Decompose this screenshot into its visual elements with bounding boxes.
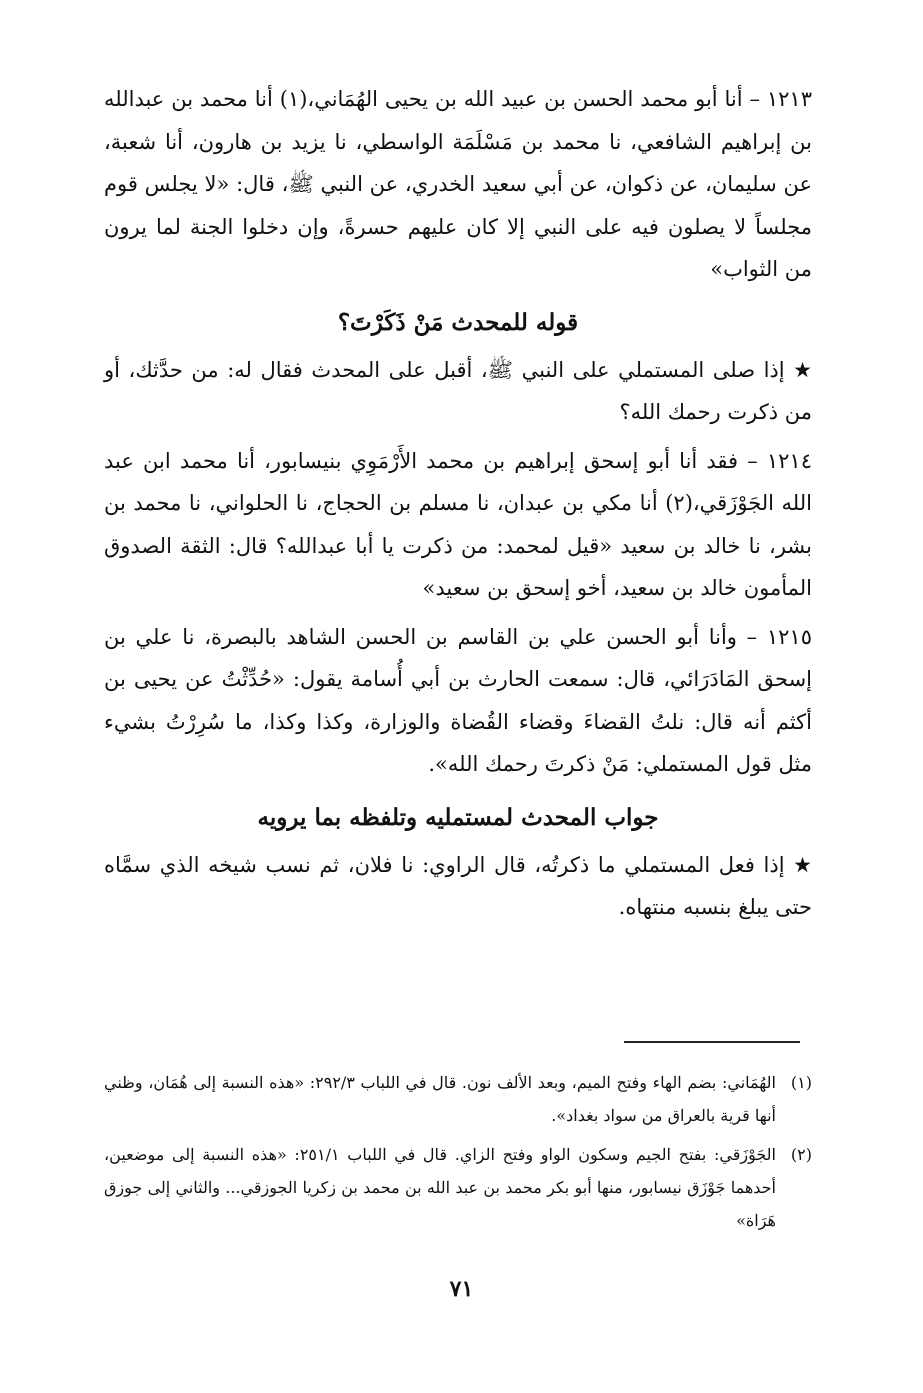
footnotes — [104, 1066, 812, 1243]
section-heading-1: قوله للمحدث مَنْ ذَكَرْتَ؟ — [337, 308, 579, 336]
paragraph-1214: ١٢١٤ – فقد أنا أبو إسحق إبراهيم بن محمد الأَرْمَوِي بنيسابور، أنا محمد ابن عبد الله الجَوْزَقي،(٢) أنا مكي بن عبدان، نا مسلم بن الحجاج، نا الحلواني، نا محمد بن بشر، نا خالد بن سعيد «قيل لمحمد: من ذكرت يا أبا عبدالله؟ قال: الثقة الصدوق المأمون خالد بن سعيد، أخو إسحق بن سعيد» — [104, 448, 812, 600]
footnote-text: الجَوْزَقي: بفتح الجيم وسكون الواو وفتح الزاي. قال في اللباب ٢٥١/١: «هذه النسبة إلى موضعين، أحدهما جَوْزَق نيسابور، منها أبو بكر محمد بن عبد الله بن محمد بن زكريا الجوزقي... والثاني إلى جوزق هَرَاة» — [104, 1145, 777, 1230]
footnote-number: (١) — [790, 1073, 812, 1092]
page-number: ٧١ — [449, 1276, 474, 1302]
editor-note-2: ★ إذا فعل المستملي ما ذكرتُه، قال الراوي: نا فلان، ثم نسب شيخه الذي سمَّاه حتى يبلغ بنسبه منتهاه. — [104, 852, 812, 919]
footnote-text: الهُمَاني: بضم الهاء وفتح الميم، وبعد الألف نون. قال في اللباب ٢٩٢/٣: «هذه النسبة إلى هُمَان، وظني أنها قرية بالعراق من سواد بغداد». — [104, 1073, 776, 1125]
editor-note-1: ★ إذا صلى المستملي على النبي ﷺ، أقبل على المحدث فقال له: من حدَّثك، أو من ذكرت رحمك الله؟ — [104, 357, 812, 424]
page-body — [104, 78, 812, 929]
paragraph-1215: ١٢١٥ – وأنا أبو الحسن علي بن القاسم بن الحسن الشاهد بالبصرة، نا علي بن إسحق المَادَرَائي، قال: سمعت الحارث بن أبي أُسامة يقول: «حُدِّثْتُ عن يحيى بن أكثم أنه قال: نلتُ القضاءَ وقضاء القُضاة والوزارة، وكذا وكذا، ما سُرِرْتُ بشيء مثل قول المستملي: مَنْ ذكرتَ رحمك الله». — [104, 624, 812, 776]
footnote-number: (٢) — [790, 1145, 812, 1164]
section-heading-2: جواب المحدث لمستمليه وتلفظه بما يرويه — [257, 803, 659, 831]
footnote-1 — [104, 1066, 812, 1132]
paragraph-1213: ١٢١٣ – أنا أبو محمد الحسن بن عبيد الله بن يحيى الهُمَاني،(١) أنا محمد بن عبدالله بن إبراهيم الشافعي، نا محمد بن مَسْلَمَة الواسطي، نا يزيد بن هارون، أنا شعبة، عن سليمان، عن ذكوان، عن أبي سعيد الخدري، عن النبي ﷺ، قال: «لا يجلس قوم مجلساً لا يصلون فيه على النبي إلا كان عليهم حسرةً، وإن دخلوا الجنة لما يرون من الثواب» — [104, 87, 812, 281]
footnote-divider — [624, 1041, 800, 1043]
footnote-2 — [104, 1138, 812, 1237]
